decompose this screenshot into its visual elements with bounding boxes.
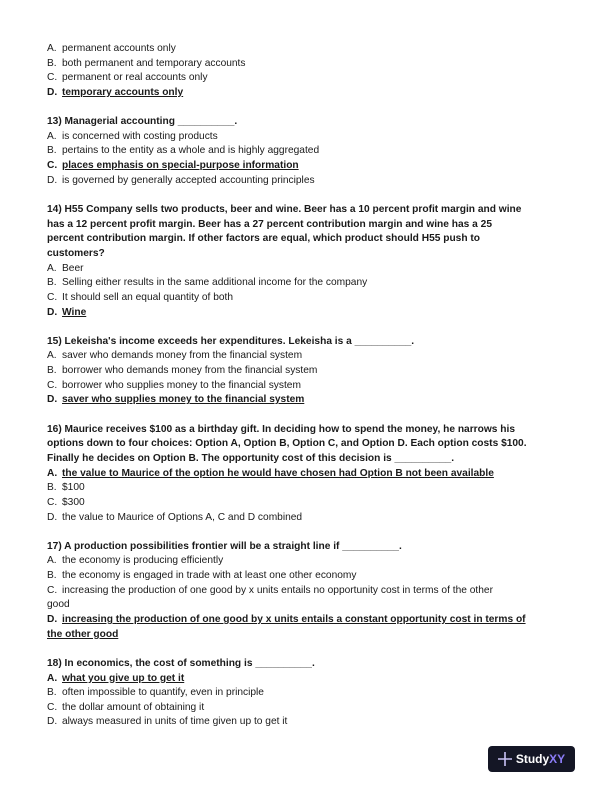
question-text: customers? [47, 247, 105, 259]
option-letter: C. [47, 701, 58, 713]
option-letter: D. [47, 613, 58, 625]
logo-text-accent: XY [549, 752, 566, 766]
answer-option [47, 598, 572, 613]
question-block [47, 320, 572, 408]
option-text: both permanent and temporary accounts [62, 57, 246, 69]
option-text: the economy is engaged in trade with at least one other economy [62, 570, 357, 582]
option-letter: A. [47, 262, 57, 274]
option-text: what you give up to get it [62, 672, 185, 684]
option-letter: D. [47, 394, 58, 406]
question-text: 17) A production possibilities frontier will be a straight line if __________. [47, 540, 402, 552]
correct-answer-option [47, 306, 572, 321]
option-text: the other good [47, 628, 119, 640]
question-text: 14) H55 Company sells two products, beer and wine. Beer has a 10 percent profit margin and wine [47, 204, 522, 216]
spacer [47, 525, 572, 540]
option-letter: B. [47, 687, 57, 699]
question-text: percent contribution margin. If other factors are equal, which product should H55 push to [47, 233, 481, 245]
question-block [47, 525, 572, 642]
answer-option [47, 701, 572, 716]
option-text: always measured in units of time given up to get it [62, 716, 288, 728]
option-text: the economy is producing efficiently [62, 555, 224, 567]
question-text: has a 12 percent profit margin. Beer has a 27 percent contribution margin and wine has a 25 [47, 218, 492, 230]
option-letter: A. [47, 555, 57, 567]
option-text: pertains to the entity as a whole and is highly aggregated [62, 145, 320, 157]
option-letter: D. [47, 86, 58, 98]
correct-answer-option [47, 393, 572, 408]
answer-option [47, 174, 572, 189]
option-text: Selling either results in the same additional income for the company [62, 277, 368, 289]
studyxy-logo [488, 746, 575, 772]
correct-answer-option [47, 672, 572, 687]
option-letter: B. [47, 482, 57, 494]
option-letter: D. [47, 174, 58, 186]
option-letter: A. [47, 672, 58, 684]
option-text: good [47, 599, 70, 611]
option-letter: A. [47, 130, 57, 142]
question-block [47, 408, 572, 525]
correct-answer-option [47, 467, 572, 482]
option-text: saver who demands money from the financial system [62, 350, 303, 362]
answer-option [47, 42, 572, 57]
option-text: permanent accounts only [62, 43, 176, 54]
option-text: often impossible to quantify, even in principle [62, 687, 264, 699]
question-text: 18) In economics, the cost of something is __________. [47, 657, 315, 669]
option-letter: A. [47, 43, 57, 54]
question-block [47, 188, 572, 320]
option-letter: A. [47, 350, 57, 362]
answer-option [47, 262, 572, 277]
answer-option [47, 569, 572, 584]
option-text: It should sell an equal quantity of both [62, 291, 234, 303]
answer-option [47, 364, 572, 379]
option-text: borrower who supplies money to the financial system [62, 379, 301, 391]
question-block [47, 101, 572, 189]
question-text: 13) Managerial accounting __________. [47, 116, 238, 128]
answer-option [47, 554, 572, 569]
option-letter: D. [47, 306, 58, 318]
answer-option [47, 276, 572, 291]
correct-answer-option [47, 86, 572, 101]
option-text: saver who supplies money to the financial system [62, 394, 305, 406]
answer-option [47, 379, 572, 394]
option-text: temporary accounts only [62, 86, 184, 98]
option-text: permanent or real accounts only [62, 72, 208, 84]
option-text: places emphasis on special-purpose information [62, 160, 299, 172]
option-letter: B. [47, 277, 57, 289]
spacer [47, 642, 572, 657]
correct-answer-option [47, 159, 572, 174]
answer-option [47, 291, 572, 306]
question-text: 16) Maurice receives $100 as a birthday gift. In deciding how to spend the money, he narrows his [47, 423, 516, 435]
option-letter: C. [47, 379, 58, 391]
option-letter: B. [47, 145, 57, 157]
spacer [47, 408, 572, 423]
answer-option [47, 144, 572, 159]
spacer [47, 320, 572, 335]
correct-answer-option [47, 628, 572, 643]
answer-option [47, 481, 572, 496]
option-letter: C. [47, 584, 58, 596]
question-text: Finally he decides on Option B. The opportunity cost of this decision is __________. [47, 452, 455, 464]
answer-option [47, 71, 572, 86]
option-letter: B. [47, 365, 57, 377]
spacer [47, 101, 572, 116]
answer-option [47, 584, 572, 599]
option-text: the value to Maurice of the option he would have chosen had Option B not been available [62, 467, 494, 479]
option-letter: C. [47, 72, 58, 84]
option-letter: D. [47, 716, 58, 728]
answer-option [47, 57, 572, 72]
answer-option [47, 496, 572, 511]
option-text: borrower who demands money from the financial system [62, 365, 318, 377]
answer-option [47, 511, 572, 526]
option-text: Wine [62, 306, 87, 318]
plus-icon [498, 752, 512, 766]
question-block [47, 642, 572, 730]
answer-option [47, 349, 572, 364]
option-text: Beer [62, 262, 84, 274]
option-letter: B. [47, 57, 57, 69]
spacer [47, 188, 572, 203]
option-text: $300 [62, 496, 85, 508]
option-letter: C. [47, 291, 58, 303]
document-body [47, 42, 572, 730]
logo-text: Study [515, 752, 550, 766]
option-text: is concerned with costing products [62, 130, 218, 142]
option-text: increasing the production of one good by x units entails no opportunity cost in terms of the other [62, 584, 493, 596]
answer-option [47, 715, 572, 730]
option-letter: D. [47, 511, 58, 523]
option-text: the value to Maurice of Options A, C and D combined [62, 511, 303, 523]
option-letter: A. [47, 467, 58, 479]
answer-option [47, 686, 572, 701]
option-letter: B. [47, 570, 57, 582]
question-block [47, 42, 572, 101]
question-text: 15) Lekeisha's income exceeds her expenditures. Lekeisha is a __________. [47, 335, 415, 347]
option-text: the dollar amount of obtaining it [62, 701, 205, 713]
question-text: options down to four choices: Option A, Option B, Option C, and Option D. Each option costs $100. [47, 438, 527, 450]
correct-answer-option [47, 613, 572, 628]
option-text: increasing the production of one good by x units entails a constant opportunity cost in terms of [62, 613, 526, 625]
option-letter: C. [47, 496, 58, 508]
option-text: $100 [62, 482, 85, 494]
answer-option [47, 130, 572, 145]
option-text: is governed by generally accepted accounting principles [62, 174, 315, 186]
option-letter: C. [47, 160, 58, 172]
